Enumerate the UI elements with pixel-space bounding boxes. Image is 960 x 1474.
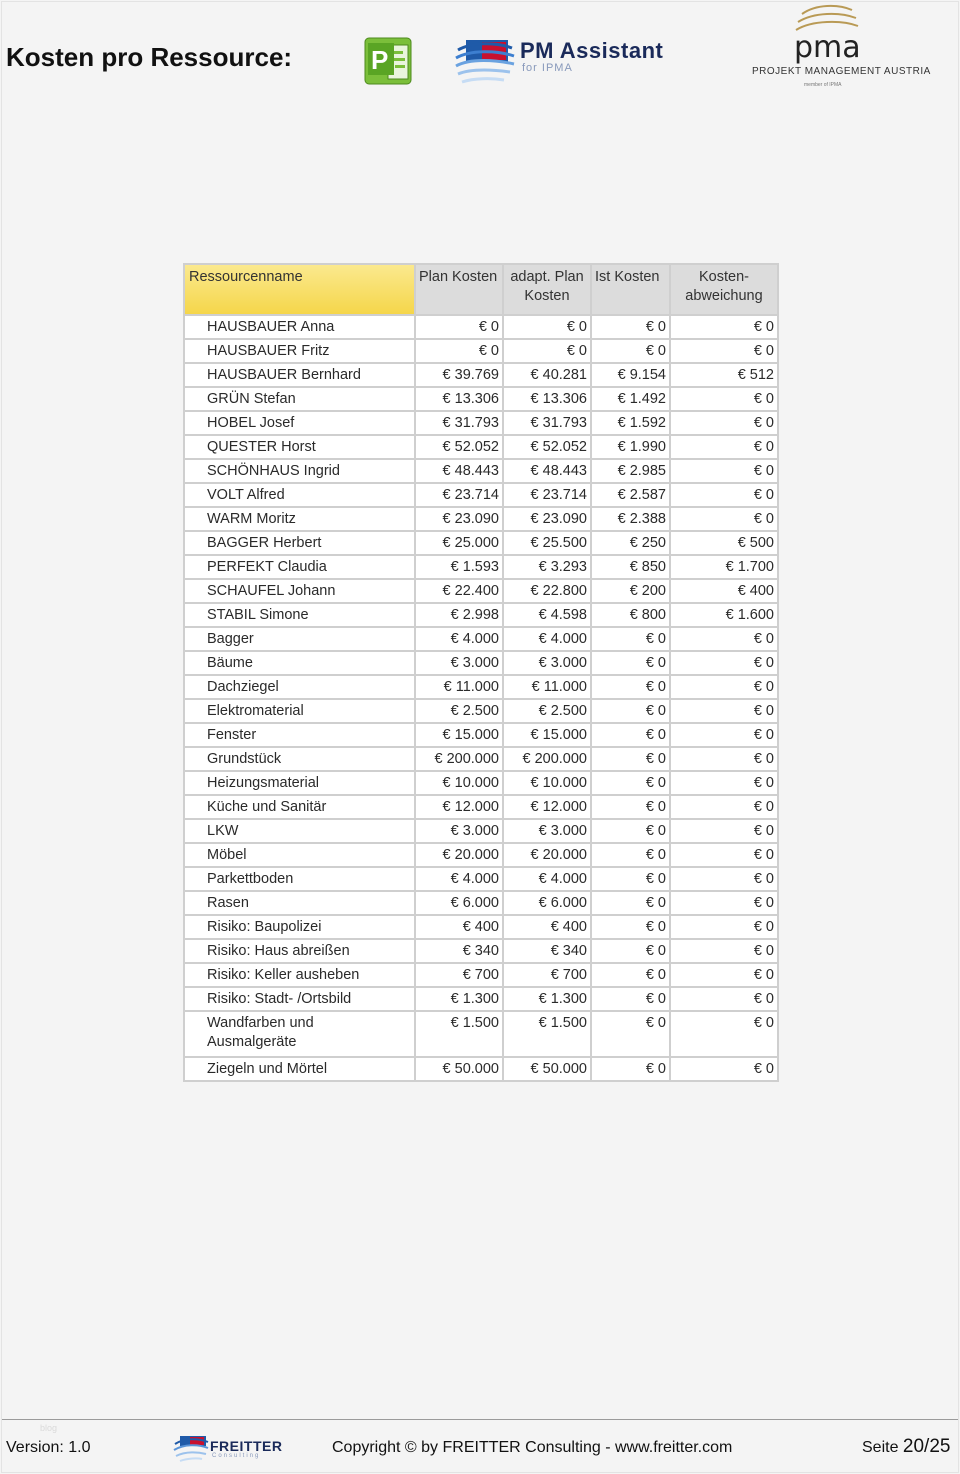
plan-costs-cell: € 50.000 bbox=[415, 1057, 503, 1081]
ms-project-icon bbox=[364, 37, 412, 85]
table-row bbox=[184, 699, 778, 723]
cost-deviation-cell: € 0 bbox=[670, 915, 778, 939]
cost-deviation-cell: € 0 bbox=[670, 771, 778, 795]
ms-project-logo bbox=[364, 37, 412, 85]
cost-deviation-cell: € 0 bbox=[670, 1011, 778, 1057]
svg-text:P: P bbox=[371, 45, 389, 75]
resource-name-cell: BAGGER Herbert bbox=[184, 531, 415, 555]
cost-deviation-cell: € 0 bbox=[670, 315, 778, 339]
adapted-plan-costs-cell: € 31.793 bbox=[503, 411, 591, 435]
cost-deviation-cell: € 0 bbox=[670, 483, 778, 507]
plan-costs-cell: € 11.000 bbox=[415, 675, 503, 699]
table-row bbox=[184, 939, 778, 963]
cost-table-body bbox=[184, 315, 778, 1081]
resource-name-cell: HAUSBAUER Bernhard bbox=[184, 363, 415, 387]
actual-costs-cell: € 0 bbox=[591, 891, 670, 915]
actual-costs-cell: € 2.985 bbox=[591, 459, 670, 483]
table-row bbox=[184, 675, 778, 699]
actual-costs-cell: € 850 bbox=[591, 555, 670, 579]
plan-costs-cell: € 20.000 bbox=[415, 843, 503, 867]
plan-costs-cell: € 22.400 bbox=[415, 579, 503, 603]
cost-deviation-cell: € 512 bbox=[670, 363, 778, 387]
adapted-plan-costs-cell: € 0 bbox=[503, 339, 591, 363]
actual-costs-cell: € 0 bbox=[591, 795, 670, 819]
plan-costs-cell: € 0 bbox=[415, 315, 503, 339]
table-row bbox=[184, 555, 778, 579]
footer-divider bbox=[2, 1419, 958, 1420]
cost-deviation-cell: € 0 bbox=[670, 339, 778, 363]
resource-name-cell: GRÜN Stefan bbox=[184, 387, 415, 411]
adapted-plan-costs-cell: € 50.000 bbox=[503, 1057, 591, 1081]
table-row bbox=[184, 843, 778, 867]
adapted-plan-costs-cell: € 48.443 bbox=[503, 459, 591, 483]
adapted-plan-costs-cell: € 340 bbox=[503, 939, 591, 963]
plan-costs-cell: € 2.998 bbox=[415, 603, 503, 627]
table-row bbox=[184, 747, 778, 771]
actual-costs-cell: € 1.492 bbox=[591, 387, 670, 411]
table-row bbox=[184, 723, 778, 747]
actual-costs-cell: € 0 bbox=[591, 915, 670, 939]
pm-assistant-title: PM Assistant bbox=[520, 38, 664, 63]
cost-deviation-cell: € 0 bbox=[670, 387, 778, 411]
adapted-plan-costs-cell: € 23.714 bbox=[503, 483, 591, 507]
plan-costs-cell: € 3.000 bbox=[415, 651, 503, 675]
resource-name-cell: Bäume bbox=[184, 651, 415, 675]
resource-name-cell: Fenster bbox=[184, 723, 415, 747]
cost-deviation-cell: € 0 bbox=[670, 435, 778, 459]
cost-deviation-cell: € 0 bbox=[670, 411, 778, 435]
adapted-plan-costs-cell: € 4.000 bbox=[503, 867, 591, 891]
pm-assistant-subtitle: for IPMA bbox=[522, 62, 573, 74]
actual-costs-cell: € 0 bbox=[591, 819, 670, 843]
column-header-resource-name: Ressourcenname bbox=[184, 264, 415, 315]
plan-costs-cell: € 10.000 bbox=[415, 771, 503, 795]
cost-deviation-cell: € 0 bbox=[670, 1057, 778, 1081]
cost-deviation-cell: € 0 bbox=[670, 627, 778, 651]
plan-costs-cell: € 48.443 bbox=[415, 459, 503, 483]
pma-logo bbox=[746, 2, 931, 92]
plan-costs-cell: € 39.769 bbox=[415, 363, 503, 387]
plan-costs-cell: € 52.052 bbox=[415, 435, 503, 459]
resource-name-cell: WARM Moritz bbox=[184, 507, 415, 531]
cost-deviation-cell: € 0 bbox=[670, 699, 778, 723]
freitter-wordmark: FREITTER bbox=[210, 1438, 283, 1454]
table-row bbox=[184, 507, 778, 531]
cost-per-resource-table bbox=[183, 263, 779, 1082]
plan-costs-cell: € 25.000 bbox=[415, 531, 503, 555]
table-row bbox=[184, 363, 778, 387]
table-row bbox=[184, 1057, 778, 1081]
plan-costs-cell: € 15.000 bbox=[415, 723, 503, 747]
table-row bbox=[184, 915, 778, 939]
adapted-plan-costs-cell: € 1.300 bbox=[503, 987, 591, 1011]
actual-costs-cell: € 200 bbox=[591, 579, 670, 603]
resource-name-cell: Ziegeln und Mörtel bbox=[184, 1057, 415, 1081]
table-row bbox=[184, 579, 778, 603]
table-row bbox=[184, 459, 778, 483]
cost-deviation-cell: € 0 bbox=[670, 867, 778, 891]
footer-page-indicator bbox=[862, 1436, 950, 1458]
table-row bbox=[184, 867, 778, 891]
cost-deviation-cell: € 0 bbox=[670, 963, 778, 987]
plan-costs-cell: € 340 bbox=[415, 939, 503, 963]
adapted-plan-costs-cell: € 52.052 bbox=[503, 435, 591, 459]
pma-wordmark: pma bbox=[794, 30, 861, 65]
pma-subtitle: PROJEKT MANAGEMENT AUSTRIA bbox=[752, 66, 931, 77]
plan-costs-cell: € 2.500 bbox=[415, 699, 503, 723]
plan-costs-cell: € 13.306 bbox=[415, 387, 503, 411]
footer-blog-watermark: blog bbox=[40, 1423, 58, 1433]
adapted-plan-costs-cell: € 200.000 bbox=[503, 747, 591, 771]
table-row bbox=[184, 771, 778, 795]
freitter-swoosh-icon bbox=[172, 1432, 210, 1464]
resource-name-cell: SCHÖNHAUS Ingrid bbox=[184, 459, 415, 483]
cost-deviation-cell: € 400 bbox=[670, 579, 778, 603]
resource-name-cell: HAUSBAUER Fritz bbox=[184, 339, 415, 363]
adapted-plan-costs-cell: € 25.500 bbox=[503, 531, 591, 555]
actual-costs-cell: € 0 bbox=[591, 939, 670, 963]
resource-name-cell: QUESTER Horst bbox=[184, 435, 415, 459]
freitter-logo bbox=[172, 1432, 284, 1464]
resource-name-cell: Grundstück bbox=[184, 747, 415, 771]
table-row bbox=[184, 531, 778, 555]
actual-costs-cell: € 0 bbox=[591, 1011, 670, 1057]
actual-costs-cell: € 0 bbox=[591, 339, 670, 363]
table-header-row bbox=[184, 264, 778, 315]
pm-assistant-logo bbox=[452, 36, 682, 88]
resource-name-cell: Heizungsmaterial bbox=[184, 771, 415, 795]
plan-costs-cell: € 0 bbox=[415, 339, 503, 363]
resource-name-cell: Risiko: Haus abreißen bbox=[184, 939, 415, 963]
actual-costs-cell: € 0 bbox=[591, 651, 670, 675]
cost-deviation-cell: € 0 bbox=[670, 651, 778, 675]
resource-name-cell: SCHAUFEL Johann bbox=[184, 579, 415, 603]
footer-copyright: Copyright © by FREITTER Consulting - www.freitter.com bbox=[332, 1439, 733, 1456]
page-number: 20/25 bbox=[902, 1436, 951, 1457]
adapted-plan-costs-cell: € 20.000 bbox=[503, 843, 591, 867]
table-row bbox=[184, 339, 778, 363]
plan-costs-cell: € 1.500 bbox=[415, 1011, 503, 1057]
adapted-plan-line-2: Kosten bbox=[524, 288, 570, 304]
actual-costs-cell: € 0 bbox=[591, 723, 670, 747]
resource-name-cell: Elektromaterial bbox=[184, 699, 415, 723]
adapted-plan-costs-cell: € 13.306 bbox=[503, 387, 591, 411]
pm-assistant-swoosh-icon bbox=[452, 36, 518, 88]
actual-costs-cell: € 0 bbox=[591, 867, 670, 891]
actual-costs-cell: € 2.388 bbox=[591, 507, 670, 531]
table-row bbox=[184, 627, 778, 651]
adapted-plan-costs-cell: € 4.598 bbox=[503, 603, 591, 627]
resource-name-cell: Parkettboden bbox=[184, 867, 415, 891]
plan-costs-cell: € 23.714 bbox=[415, 483, 503, 507]
cost-deviation-cell: € 500 bbox=[670, 531, 778, 555]
table-row bbox=[184, 963, 778, 987]
table-row bbox=[184, 987, 778, 1011]
resource-name-cell: LKW bbox=[184, 819, 415, 843]
cost-deviation-cell: € 0 bbox=[670, 675, 778, 699]
table-row bbox=[184, 891, 778, 915]
cost-deviation-cell: € 0 bbox=[670, 987, 778, 1011]
cost-deviation-cell: € 1.600 bbox=[670, 603, 778, 627]
plan-costs-cell: € 200.000 bbox=[415, 747, 503, 771]
cost-deviation-cell: € 0 bbox=[670, 843, 778, 867]
column-header-cost-deviation bbox=[670, 264, 778, 315]
resource-name-cell: Risiko: Keller ausheben bbox=[184, 963, 415, 987]
adapted-plan-costs-cell: € 6.000 bbox=[503, 891, 591, 915]
resource-name-cell: Bagger bbox=[184, 627, 415, 651]
table-row bbox=[184, 651, 778, 675]
cost-deviation-cell: € 0 bbox=[670, 507, 778, 531]
table-row bbox=[184, 795, 778, 819]
adapted-plan-costs-cell: € 1.500 bbox=[503, 1011, 591, 1057]
resource-name-cell: Möbel bbox=[184, 843, 415, 867]
adapted-plan-costs-cell: € 10.000 bbox=[503, 771, 591, 795]
table-row bbox=[184, 819, 778, 843]
plan-costs-cell: € 3.000 bbox=[415, 819, 503, 843]
actual-costs-cell: € 0 bbox=[591, 699, 670, 723]
adapted-plan-costs-cell: € 3.000 bbox=[503, 651, 591, 675]
cost-table-wrapper bbox=[183, 263, 777, 1082]
actual-costs-cell: € 800 bbox=[591, 603, 670, 627]
table-row bbox=[184, 1011, 778, 1057]
adapted-plan-costs-cell: € 11.000 bbox=[503, 675, 591, 699]
resource-name-cell: PERFEKT Claudia bbox=[184, 555, 415, 579]
adapted-plan-costs-cell: € 4.000 bbox=[503, 627, 591, 651]
table-row bbox=[184, 483, 778, 507]
adapted-plan-line-1: adapt. Plan bbox=[510, 269, 584, 285]
adapted-plan-costs-cell: € 400 bbox=[503, 915, 591, 939]
plan-costs-cell: € 12.000 bbox=[415, 795, 503, 819]
table-row bbox=[184, 387, 778, 411]
resource-name-cell: STABIL Simone bbox=[184, 603, 415, 627]
table-row bbox=[184, 435, 778, 459]
actual-costs-cell: € 9.154 bbox=[591, 363, 670, 387]
resource-name-cell: Küche und Sanitär bbox=[184, 795, 415, 819]
cost-deviation-cell: € 0 bbox=[670, 459, 778, 483]
adapted-plan-costs-cell: € 3.293 bbox=[503, 555, 591, 579]
resource-name-cell: Rasen bbox=[184, 891, 415, 915]
actual-costs-cell: € 0 bbox=[591, 315, 670, 339]
cost-deviation-cell: € 0 bbox=[670, 891, 778, 915]
actual-costs-cell: € 0 bbox=[591, 963, 670, 987]
adapted-plan-costs-cell: € 40.281 bbox=[503, 363, 591, 387]
table-row bbox=[184, 411, 778, 435]
resource-name-cell: HOBEL Josef bbox=[184, 411, 415, 435]
actual-costs-cell: € 1.592 bbox=[591, 411, 670, 435]
actual-costs-cell: € 0 bbox=[591, 627, 670, 651]
table-row bbox=[184, 315, 778, 339]
cost-deviation-cell: € 0 bbox=[670, 723, 778, 747]
column-header-plan-costs: Plan Kosten bbox=[415, 264, 503, 315]
actual-costs-cell: € 0 bbox=[591, 1057, 670, 1081]
freitter-subtitle: Consulting bbox=[212, 1453, 261, 1459]
cost-deviation-cell: € 1.700 bbox=[670, 555, 778, 579]
resource-name-cell: Risiko: Stadt- /Ortsbild bbox=[184, 987, 415, 1011]
pma-member-note: member of IPMA bbox=[804, 82, 842, 88]
resource-name-cell: Wandfarben und Ausmalgeräte bbox=[184, 1011, 415, 1057]
plan-costs-cell: € 4.000 bbox=[415, 627, 503, 651]
plan-costs-cell: € 4.000 bbox=[415, 867, 503, 891]
actual-costs-cell: € 2.587 bbox=[591, 483, 670, 507]
column-header-adapted-plan-costs bbox=[503, 264, 591, 315]
adapted-plan-costs-cell: € 22.800 bbox=[503, 579, 591, 603]
plan-costs-cell: € 400 bbox=[415, 915, 503, 939]
footer-version: Version: 1.0 bbox=[6, 1439, 91, 1456]
actual-costs-cell: € 0 bbox=[591, 675, 670, 699]
actual-costs-cell: € 1.990 bbox=[591, 435, 670, 459]
adapted-plan-costs-cell: € 3.000 bbox=[503, 819, 591, 843]
resource-name-cell: VOLT Alfred bbox=[184, 483, 415, 507]
table-row bbox=[184, 603, 778, 627]
cost-deviation-cell: € 0 bbox=[670, 939, 778, 963]
plan-costs-cell: € 1.593 bbox=[415, 555, 503, 579]
cost-deviation-line-1: Kosten- bbox=[699, 269, 749, 285]
page-title: Kosten pro Ressource: bbox=[6, 42, 293, 72]
adapted-plan-costs-cell: € 23.090 bbox=[503, 507, 591, 531]
adapted-plan-costs-cell: € 0 bbox=[503, 315, 591, 339]
adapted-plan-costs-cell: € 700 bbox=[503, 963, 591, 987]
actual-costs-cell: € 0 bbox=[591, 843, 670, 867]
cost-deviation-cell: € 0 bbox=[670, 819, 778, 843]
plan-costs-cell: € 6.000 bbox=[415, 891, 503, 915]
actual-costs-cell: € 0 bbox=[591, 747, 670, 771]
resource-name-cell: Dachziegel bbox=[184, 675, 415, 699]
actual-costs-cell: € 0 bbox=[591, 771, 670, 795]
cost-deviation-cell: € 0 bbox=[670, 795, 778, 819]
plan-costs-cell: € 31.793 bbox=[415, 411, 503, 435]
resource-name-cell: HAUSBAUER Anna bbox=[184, 315, 415, 339]
plan-costs-cell: € 700 bbox=[415, 963, 503, 987]
column-header-actual-costs: Ist Kosten bbox=[591, 264, 670, 315]
plan-costs-cell: € 23.090 bbox=[415, 507, 503, 531]
plan-costs-cell: € 1.300 bbox=[415, 987, 503, 1011]
adapted-plan-costs-cell: € 2.500 bbox=[503, 699, 591, 723]
adapted-plan-costs-cell: € 15.000 bbox=[503, 723, 591, 747]
cost-deviation-line-2: abweichung bbox=[685, 288, 763, 304]
adapted-plan-costs-cell: € 12.000 bbox=[503, 795, 591, 819]
actual-costs-cell: € 250 bbox=[591, 531, 670, 555]
actual-costs-cell: € 0 bbox=[591, 987, 670, 1011]
resource-name-cell: Risiko: Baupolizei bbox=[184, 915, 415, 939]
cost-deviation-cell: € 0 bbox=[670, 747, 778, 771]
page-label: Seite bbox=[862, 1439, 899, 1456]
